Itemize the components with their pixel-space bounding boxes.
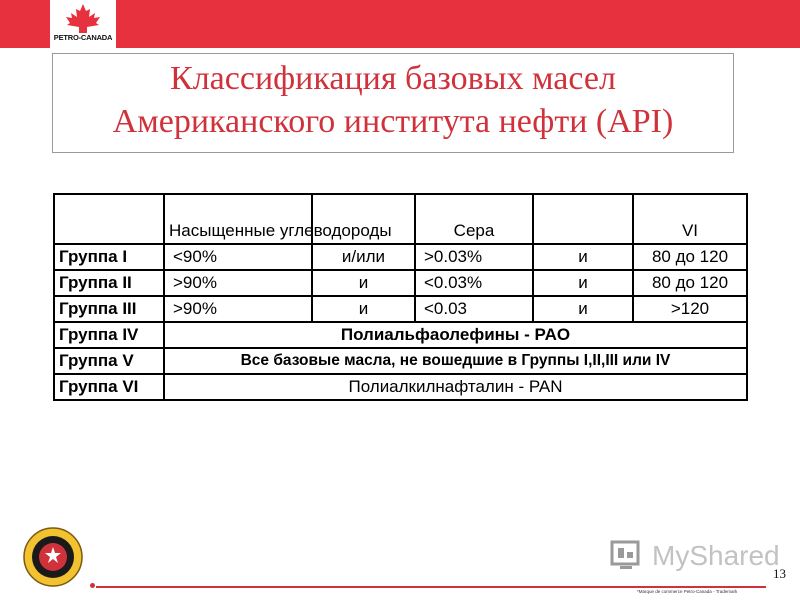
table-row — [54, 296, 747, 322]
group-cell: Группа I — [54, 244, 164, 270]
page-number: 13 — [773, 566, 786, 581]
group-description-cell: Полиалкилнафталин - PAN — [164, 374, 747, 400]
header-vi: VI — [633, 194, 747, 244]
table-row — [54, 270, 747, 296]
header-sulfur: Сера — [415, 194, 533, 244]
vi-cell: 80 до 120 — [633, 244, 747, 270]
group-cell: Группа IV — [54, 322, 164, 348]
group-description-cell: Полиальфаолефины - PAO — [164, 322, 747, 348]
maple-leaf-icon — [54, 2, 112, 34]
logo-wordmark: PETRO-CANADA — [53, 33, 113, 42]
watermark-text: MyShared — [652, 540, 780, 571]
title-frame — [52, 53, 734, 153]
sulfur-cell: <0.03 — [415, 296, 533, 322]
table-row — [54, 374, 747, 400]
operator-cell: и — [312, 270, 415, 296]
operator-cell: и — [533, 296, 633, 322]
top-brand-bar — [0, 0, 800, 48]
footer-dot — [90, 583, 95, 588]
myshared-watermark — [606, 534, 796, 584]
header-saturates: Насыщенные углеводороды — [164, 194, 312, 244]
header-empty-cell — [54, 194, 164, 244]
slide-title-line-1: Классификация базовых масел — [170, 60, 616, 97]
vi-cell: 80 до 120 — [633, 270, 747, 296]
vi-cell: >120 — [633, 296, 747, 322]
table-row — [54, 244, 747, 270]
saturates-cell: >90% — [164, 270, 312, 296]
sulfur-cell: >0.03% — [415, 244, 533, 270]
operator-cell: и — [533, 270, 633, 296]
group-cell: Группа V — [54, 348, 164, 374]
group-cell: Группа II — [54, 270, 164, 296]
table-row — [54, 348, 747, 374]
group-description-cell: Все базовые масла, не вошедшие в Группы I,II,III или IV — [164, 348, 747, 374]
header-empty-cell — [533, 194, 633, 244]
watermark-icon — [608, 536, 648, 576]
operator-cell: и — [312, 296, 415, 322]
trademark-note: *Marque de commerce Petro-Canada - Trademark — [637, 589, 738, 594]
petro-canada-logo — [50, 0, 116, 48]
footer-rule — [96, 586, 766, 588]
certification-seal-icon — [22, 526, 84, 588]
group-cell: Группа VI — [54, 374, 164, 400]
saturates-cell: >90% — [164, 296, 312, 322]
operator-cell: и/или — [312, 244, 415, 270]
table-row — [54, 322, 747, 348]
group-cell: Группа III — [54, 296, 164, 322]
sulfur-cell: <0.03% — [415, 270, 533, 296]
slide-title-line-2: Американского института нефти (API) — [112, 103, 674, 140]
operator-cell: и — [533, 244, 633, 270]
api-base-oil-table — [53, 193, 748, 401]
saturates-cell: <90% — [164, 244, 312, 270]
table-header-row — [54, 194, 747, 244]
